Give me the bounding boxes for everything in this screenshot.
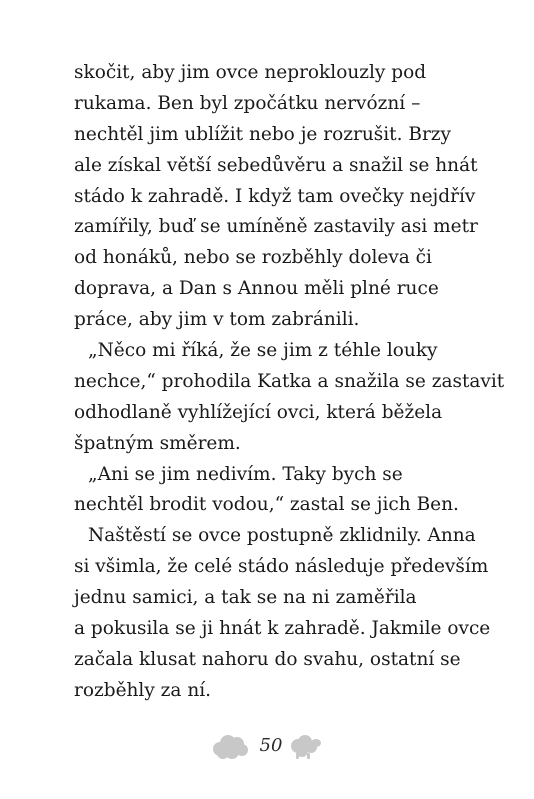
text-line: práce, aby jim v tom zabránili.	[74, 309, 360, 331]
text-line: nechtěl brodit vodou,“ zastal se jich Ben.	[74, 494, 459, 516]
text-line: nechce,“ prohodila Katka a snažila se zastavit	[74, 370, 505, 392]
text-line: Naštěstí se ovce postupně zklidnily. Anna	[88, 525, 476, 547]
body-text	[74, 58, 505, 707]
text-line: „Něco mi říká, že se jim z téhle louky	[88, 340, 438, 362]
page-number: 50	[259, 735, 283, 756]
text-line: od honáků, nebo se rozběhly doleva či	[74, 247, 432, 269]
text-line: „Ani se jim nedivím. Taky bych se	[88, 463, 403, 485]
text-line: nechtěl jim ublížit nebo je rozrušit. Brzy	[74, 123, 451, 145]
text-line: a pokusila se ji hnát k zahradě. Jakmile ovce	[74, 618, 491, 640]
cloud-icon	[211, 734, 249, 760]
sheep-icon	[288, 734, 324, 760]
text-line: skočit, aby jim ovce neproklouzly pod	[74, 62, 427, 83]
text-line: jednu samici, a tak se na ni zaměřila	[74, 587, 417, 609]
text-line: si všimla, že celé stádo následuje především	[74, 556, 489, 578]
text-line: zamířily, buď se umíněně zastavily asi metr	[74, 216, 478, 238]
text-line: rukama. Ben byl zpočátku nervózní –	[74, 92, 421, 114]
text-line: stádo k zahradě. I když tam ovečky nejdřív	[74, 185, 476, 207]
text-line: začala klusat nahoru do svahu, ostatní se	[74, 648, 461, 670]
page-footer	[0, 730, 534, 764]
text-line: doprava, a Dan s Annou měli plné ruce	[74, 278, 439, 300]
text-line: odhodlaně vyhlížející ovci, která běžela	[74, 401, 443, 423]
text-line: rozběhly za ní.	[74, 679, 212, 701]
text-line: ale získal větší sebedůvěru a snažil se hnát	[74, 154, 478, 176]
text-line: špatným směrem.	[74, 432, 241, 454]
